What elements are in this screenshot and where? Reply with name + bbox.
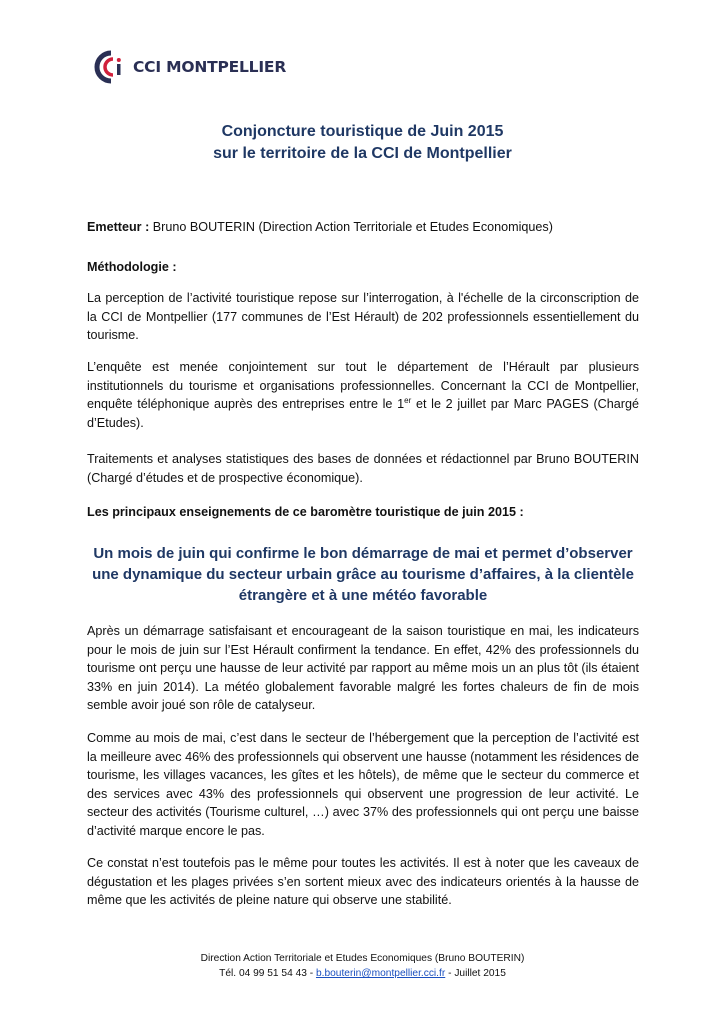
footer-date: - Juillet 2015	[448, 968, 506, 979]
emetteur-value: Bruno BOUTERIN (Direction Action Territoriale et Etudes Economiques)	[152, 220, 553, 234]
enquete-text-a: L’enquête est menée conjointement sur tout le département de l’Hérault par plusieurs institutionnels du tourisme et organisations professionnelles. Concernant la CCI de Montpellier, enquête téléphonique auprès des entreprises entre le 1	[87, 360, 639, 411]
footer	[0, 951, 725, 981]
page-title	[0, 121, 725, 165]
title-line-2: sur le territoire de la CCI de Montpellier	[213, 145, 512, 162]
paragraph-traitements: Traitements et analyses statistiques des bases de données et rédactionnel par Bruno BOUTERIN (Chargé d’études et de prospective économique).	[87, 452, 639, 485]
paragraph-perception: La perception de l’activité touristique repose sur l’interrogation, à l'échelle de la circonscription de la CCI de Montpellier (177 communes de l’Est Hérault) de 202 professionnels essentiellement du tourisme.	[87, 291, 639, 342]
enquete-text-b: et le 2 juillet par Marc PAGES (Chargé d’Etudes).	[87, 397, 639, 430]
paragraph-hebergement: Comme au mois de mai, c’est dans le secteur de l’hébergement que la perception de l’activité est la meilleure avec 46% des professionnels qui observent une hausse (notamment les résidences de tourisme, les villages vacances, les gîtes et les hôtels), de même que le secteur du commerce et des services avec 43% des professionnels qui observent une progression de leur activité. Le secteur des activités (Tourisme culturel, …) avec 37% des professionnels qui ont perçu une baisse d’activité marque encore le pas.	[87, 731, 639, 838]
emetteur-label: Emetteur :	[87, 220, 150, 234]
emetteur-line	[87, 218, 639, 237]
logo-text: CCI MONTPELLIER	[133, 58, 287, 76]
enquete-sup: er	[404, 395, 412, 405]
paragraph-enquete	[87, 358, 639, 432]
cci-logo	[94, 50, 286, 84]
paragraph-enseignements: Les principaux enseignements de ce baromètre touristique de juin 2015 :	[87, 505, 524, 519]
footer-email-link[interactable]: b.bouterin@montpellier.cci.fr	[315, 968, 446, 979]
footer-line-1: Direction Action Territoriale et Etudes Economiques (Bruno BOUTERIN)	[200, 953, 525, 964]
footer-phone: Tél. 04 99 51 54 43 -	[219, 968, 314, 979]
paragraph-constat: Ce constat n’est toutefois pas le même pour toutes les activités. Il est à noter que les caveaux de dégustation et les plages privées s’en sortent mieux avec des indicateurs orientés à la hausse de même que les activités de pleine nature qui observe une stabilité.	[87, 856, 639, 907]
footer-line-2	[0, 966, 725, 981]
cci-logo-icon	[94, 50, 130, 84]
section-subtitle: Un mois de juin qui confirme le bon démarrage de mai et permet d’observer une dynamique du secteur urbain grâce au tourisme d’affaires, à la clientèle étrangère et à une météo favorable	[92, 545, 634, 604]
paragraph-demarrage: Après un démarrage satisfaisant et encourageant de la saison touristique en mai, les indicateurs pour le mois de juin sur l’Est Hérault confirment la tendance. En effet, 42% des professionnels du tourisme ont perçu une hausse de leur activité par rapport au même mois un an plus tôt (ils étaient 33% en juin 2014). La météo globalement favorable malgré les fortes chaleurs de fin de mois semble avoir joué son rôle de catalyseur.	[87, 624, 639, 712]
methodologie-label: Méthodologie :	[87, 260, 177, 274]
title-line-1: Conjoncture touristique de Juin 2015	[221, 123, 504, 140]
